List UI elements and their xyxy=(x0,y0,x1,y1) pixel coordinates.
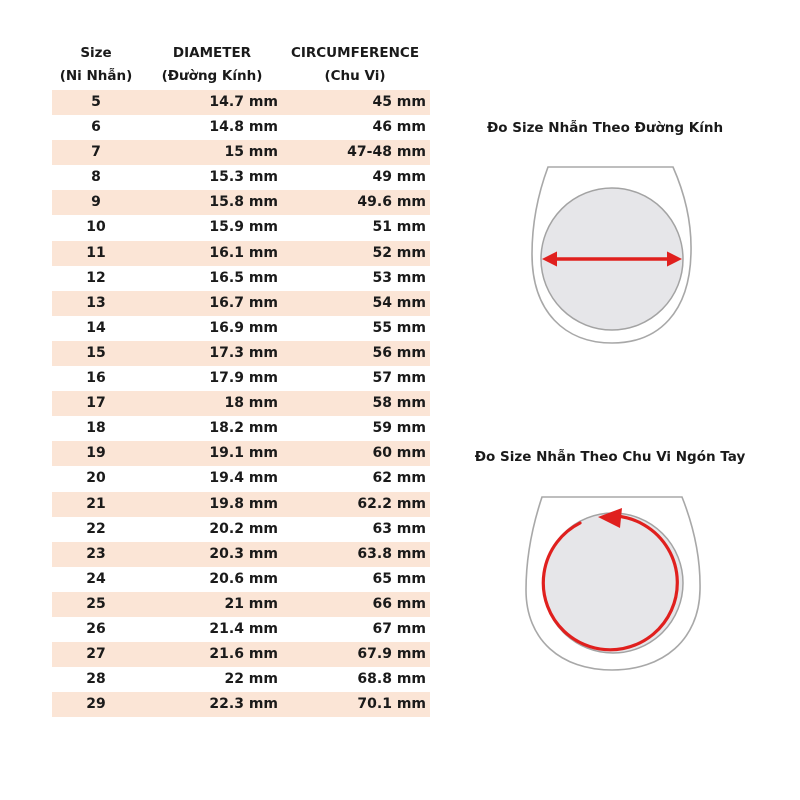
size-cell: 5 xyxy=(91,94,101,110)
size-cell: 6 xyxy=(91,119,101,136)
diameter-cell: 19.4 mm xyxy=(209,470,278,487)
diameter-cell: 15.3 mm xyxy=(209,169,278,186)
circumference-illustration xyxy=(526,497,700,670)
size-cell: 20 xyxy=(86,470,106,487)
circumference-cell: 66 mm xyxy=(372,595,426,612)
circumference-cell: 55 mm xyxy=(372,319,426,336)
size-cell: 10 xyxy=(86,219,106,236)
diameter-cell: 15 mm xyxy=(224,144,278,161)
diameter-cell: 20.6 mm xyxy=(209,570,278,587)
diameter-cell: 21 mm xyxy=(224,595,278,612)
size-cell: 22 xyxy=(86,520,106,537)
diameter-cell: 17.3 mm xyxy=(209,344,278,361)
size-cell: 18 xyxy=(86,420,106,437)
diameter-illustration xyxy=(532,167,691,343)
diameter-caption: Đo Size Nhẫn Theo Đường Kính xyxy=(486,120,724,136)
circumference-cell: 62 mm xyxy=(372,470,426,487)
size-cell: 9 xyxy=(91,194,101,211)
circumference-caption: Đo Size Nhẫn Theo Chu Vi Ngón Tay xyxy=(474,449,746,465)
size-cell: 27 xyxy=(86,646,106,663)
circumference-cell: 52 mm xyxy=(372,244,426,261)
circumference-cell: 58 mm xyxy=(372,395,426,412)
size-cell: 14 xyxy=(86,319,106,336)
diameter-cell: 19.8 mm xyxy=(209,495,278,512)
header-circumference-line1: CIRCUMFERENCE xyxy=(290,45,420,61)
diameter-cell: 15.8 mm xyxy=(209,194,278,211)
diameter-cell: 17.9 mm xyxy=(209,370,278,387)
size-cell: 16 xyxy=(86,370,106,387)
size-cell: 24 xyxy=(86,570,106,587)
diameter-cell: 18 mm xyxy=(224,395,278,412)
circumference-cell: 63.8 mm xyxy=(357,545,426,562)
diameter-cell: 16.9 mm xyxy=(209,319,278,336)
size-cell: 11 xyxy=(86,244,106,261)
header-size-line2: (Ni Nhẫn) xyxy=(59,68,133,84)
circumference-cell: 49.6 mm xyxy=(357,194,426,211)
header-diameter-line2: (Đường Kính) xyxy=(161,68,263,84)
circumference-cell: 63 mm xyxy=(372,520,426,537)
circumference-cell: 51 mm xyxy=(372,219,426,236)
circumference-cell: 54 mm xyxy=(372,294,426,311)
header-diameter-line1: DIAMETER xyxy=(172,45,252,61)
circumference-cell: 56 mm xyxy=(372,344,426,361)
diameter-cell: 22.3 mm xyxy=(209,696,278,713)
size-cell: 29 xyxy=(86,696,106,713)
size-cell: 25 xyxy=(86,595,106,612)
circumference-cell: 70.1 mm xyxy=(357,696,426,713)
diameter-cell: 19.1 mm xyxy=(209,445,278,462)
circumference-cell: 53 mm xyxy=(372,269,426,286)
circumference-cell: 47-48 mm xyxy=(347,144,426,161)
size-cell: 28 xyxy=(86,671,106,688)
circumference-cell: 49 mm xyxy=(372,169,426,186)
circumference-cell: 45 mm xyxy=(372,94,426,110)
circumference-cell: 62.2 mm xyxy=(357,495,426,512)
diameter-cell: 20.3 mm xyxy=(209,545,278,562)
diameter-cell: 18.2 mm xyxy=(209,420,278,437)
size-cell: 8 xyxy=(91,169,101,186)
size-cell: 19 xyxy=(86,445,106,462)
circumference-cell: 67.9 mm xyxy=(357,646,426,663)
size-cell: 21 xyxy=(86,495,106,512)
size-cell: 12 xyxy=(86,269,106,286)
size-cell: 17 xyxy=(86,395,106,412)
diameter-cell: 16.1 mm xyxy=(209,244,278,261)
header-size-line1: Size xyxy=(80,45,112,61)
diameter-cell: 16.7 mm xyxy=(209,294,278,311)
circumference-cell: 65 mm xyxy=(372,570,426,587)
size-cell: 15 xyxy=(86,344,106,361)
size-cell: 13 xyxy=(86,294,106,311)
circumference-cell: 57 mm xyxy=(372,370,426,387)
diameter-cell: 14.7 mm xyxy=(209,94,278,110)
circumference-cell: 59 mm xyxy=(372,420,426,437)
diameter-cell: 22 mm xyxy=(224,671,278,688)
size-cell: 26 xyxy=(86,620,106,637)
diameter-cell: 20.2 mm xyxy=(209,520,278,537)
diameter-cell: 21.6 mm xyxy=(209,646,278,663)
size-cell: 23 xyxy=(86,545,106,562)
diameter-cell: 15.9 mm xyxy=(209,219,278,236)
circumference-cell: 46 mm xyxy=(372,119,426,136)
diameter-cell: 21.4 mm xyxy=(209,620,278,637)
circumference-cell: 60 mm xyxy=(372,445,426,462)
diameter-cell: 14.8 mm xyxy=(209,119,278,136)
circumference-cell: 67 mm xyxy=(372,620,426,637)
diameter-cell: 16.5 mm xyxy=(209,269,278,286)
circumference-cell: 68.8 mm xyxy=(357,671,426,688)
size-cell: 7 xyxy=(91,144,101,161)
header-circumference-line2: (Chu Vi) xyxy=(324,68,386,84)
